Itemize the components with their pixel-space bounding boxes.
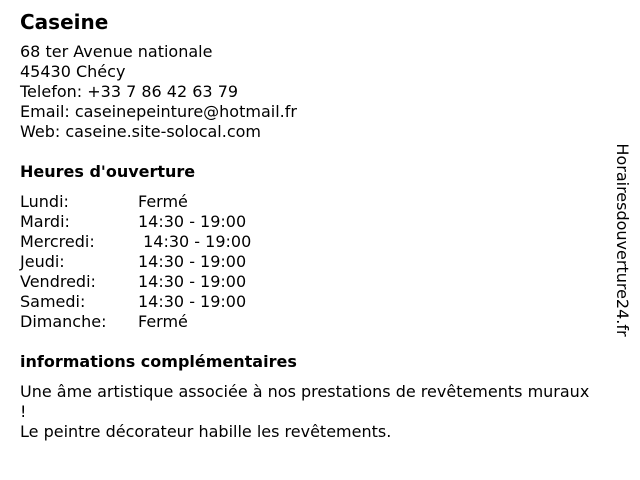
hours-row xyxy=(20,232,251,252)
info-title: informations complémentaires xyxy=(20,352,297,371)
info-line-2: Le peintre décorateur habille les revêtements. xyxy=(20,422,392,441)
hours-day: Vendredi: xyxy=(20,272,96,291)
hours-row xyxy=(20,192,251,212)
business-card xyxy=(20,10,605,442)
address-street: 68 ter Avenue nationale xyxy=(20,42,213,61)
info-description xyxy=(20,382,600,442)
hours-time: 14:30 - 19:00 xyxy=(138,252,247,271)
web-line xyxy=(20,122,605,142)
email-line xyxy=(20,102,605,122)
hours-table xyxy=(20,192,251,332)
side-brand-text: Horairesdouverture24.fr xyxy=(613,143,632,337)
hours-day: Lundi: xyxy=(20,192,69,211)
hours-day: Mardi: xyxy=(20,212,70,231)
hours-row xyxy=(20,252,251,272)
email-label: Email: xyxy=(20,102,70,121)
business-name: Caseine xyxy=(20,10,109,34)
hours-time: Fermé xyxy=(138,192,188,211)
hours-row xyxy=(20,312,251,332)
hours-time: 14:30 - 19:00 xyxy=(138,212,247,231)
hours-day: Mercredi: xyxy=(20,232,95,251)
web-address: caseine.site-solocal.com xyxy=(65,122,262,141)
hours-day: Samedi: xyxy=(20,292,86,311)
hours-day: Dimanche: xyxy=(20,312,107,331)
web-label: Web: xyxy=(20,122,61,141)
hours-time: 14:30 - 19:00 xyxy=(138,232,252,251)
hours-row xyxy=(20,272,251,292)
hours-time: Fermé xyxy=(138,312,188,331)
email-address: caseinepeinture@hotmail.fr xyxy=(74,102,297,121)
address-city: 45430 Chécy xyxy=(20,62,126,81)
info-line-1: Une âme artistique associée à nos prestations de revêtements muraux ! xyxy=(20,382,590,421)
phone-label: Telefon: xyxy=(20,82,83,101)
hours-row xyxy=(20,292,251,312)
hours-title: Heures d'ouverture xyxy=(20,162,196,181)
phone-number: +33 7 86 42 63 79 xyxy=(87,82,239,101)
phone-line xyxy=(20,82,605,102)
hours-day: Jeudi: xyxy=(20,252,65,271)
hours-time: 14:30 - 19:00 xyxy=(138,292,247,311)
hours-row xyxy=(20,212,251,232)
hours-time: 14:30 - 19:00 xyxy=(138,272,247,291)
